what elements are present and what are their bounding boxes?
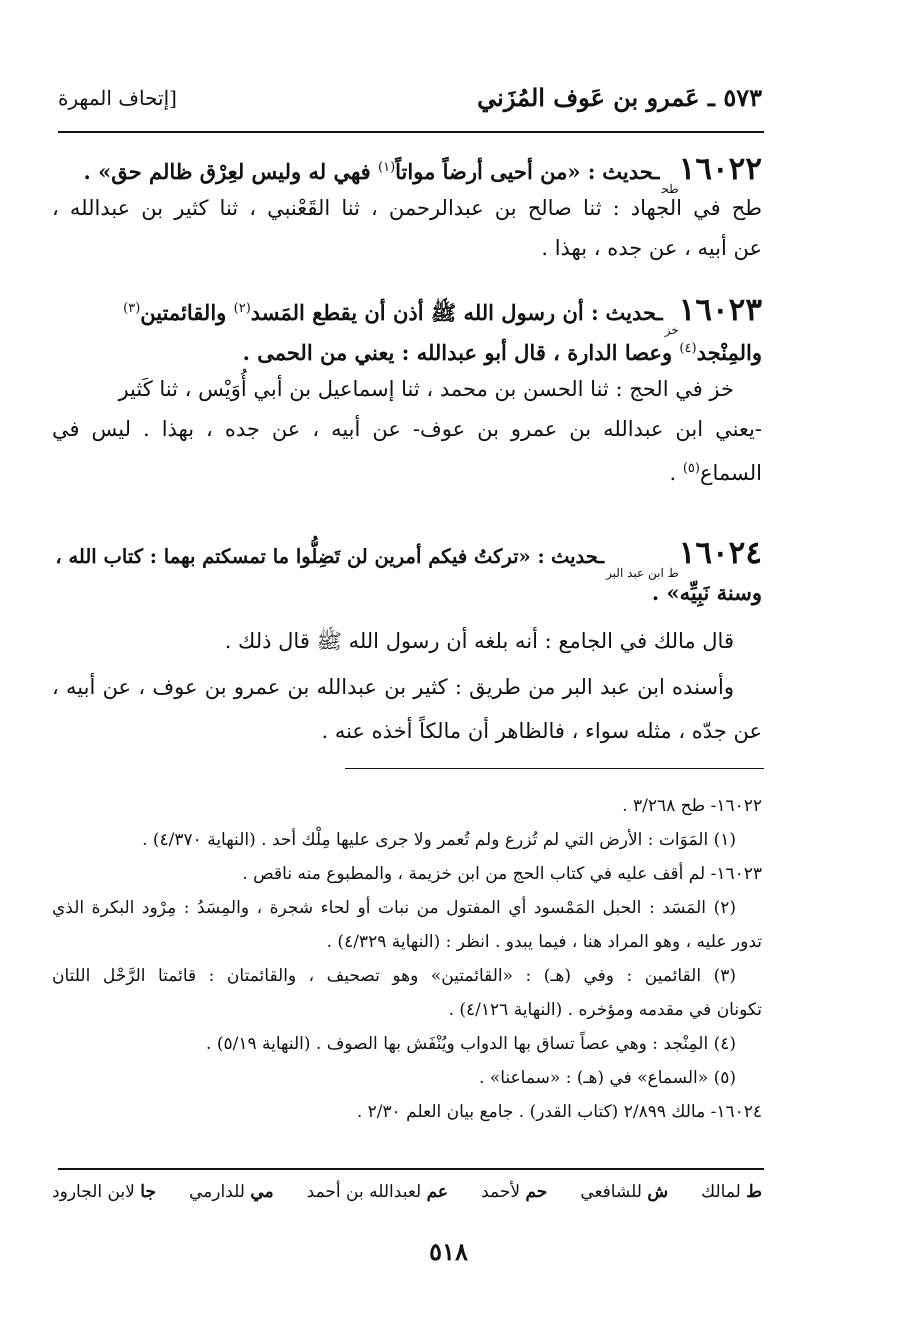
abbreviation-item: حم لأحمد	[481, 1182, 548, 1202]
source-tag: ط ابن عبد البر	[606, 566, 679, 580]
footnote-line: تدور عليه ، وهو المراد هنا ، فيما يبدو . انظر : (النهاية ٤/٣٢٩) .	[326, 932, 762, 952]
footnotes	[52, 789, 762, 1129]
hadith-16024-line-1	[52, 533, 762, 580]
hadith-text: : أن رسول الله ﷺ أذن أن يقطع المَسد	[250, 300, 599, 325]
abbreviation-item: جا لابن الجارود	[52, 1182, 156, 1202]
hadith-16024-line-2: وسنة نَبِيِّه» .	[651, 580, 762, 605]
hadith-text: : «من أحيى أرضاً مواتاً	[395, 159, 596, 184]
hadith-16024	[52, 533, 762, 751]
footnote-line: (٥) «السماع» في (هـ) : «سماعنا» .	[478, 1068, 736, 1088]
hadith-16024-line-3: قال مالك في الجامع : أنه بلغه أن رسول الله ﷺ قال ذلك .	[224, 629, 734, 653]
abbreviation-item: ط لمالك	[701, 1182, 762, 1202]
footnote-ref: (٤)	[679, 341, 697, 356]
hadith-16023-line-1	[52, 289, 762, 337]
page-number: ٥١٨	[429, 1237, 468, 1266]
footnote-rule	[345, 768, 764, 769]
footnote-ref: (٥)	[682, 461, 700, 476]
footnote-line: ١٦٠٢٣- لم أقف عليه في كتاب الحج من ابن خزيمة ، والمطبوع منه ناقص .	[242, 864, 762, 884]
chapter-heading: ٥٧٣ ـ عَمرو بن عَوف المُزَني	[477, 83, 762, 112]
footnote-line: (١) المَوَات : الأرض التي لم تُزرع ولم تُعمر ولا جرى عليها مِلْك أحد . (النهاية ٤/٣٧٠) .	[142, 830, 736, 850]
source-tag: خز	[664, 323, 679, 337]
abbreviation-key	[52, 1182, 762, 1202]
source-tag: طح	[661, 182, 679, 196]
hadith-16022-line-3: عن أبيه ، عن جده ، بهذا .	[541, 236, 762, 260]
hadith-number: ١٦٠٢٤	[678, 535, 762, 571]
footnote-line: (٤) المِنْجد : وهي عصاً تساق بها الدواب ويُنْفَش بها الصوف . (النهاية ٥/١٩) .	[206, 1034, 736, 1054]
hadith-number: ١٦٠٢٣	[678, 292, 762, 328]
hadith-16023-line-3: خز في الحج : ثنا الحسن بن محمد ، ثنا إسماعيل بن أبي أُوَيْس ، ثنا كَثير	[118, 377, 734, 401]
hadith-16023-line-2	[52, 329, 762, 369]
hadith-16024-line-5: عن جدّه ، مثله سواء ، فالظاهر أن مالكاً أخذه عنه .	[321, 719, 762, 743]
hadith-16022-line-1	[52, 148, 762, 196]
footnote-line: (٢) المَسَد : الحبل المَمْسود أي المفتول من نبات أو لحاء شجرة ، والمِسَدُ : مِرْود البكرة الذي	[52, 898, 736, 918]
abbreviation-rule	[58, 1168, 764, 1170]
hadith-text: .	[669, 461, 683, 485]
hadith-text: وعصا الدارة ، قال أبو عبدالله : يعني من الحمى .	[242, 340, 680, 365]
hadith-16023	[52, 289, 762, 489]
abbreviation-item: ش للشافعي	[580, 1182, 669, 1202]
footnote-line: تكونان في مقدمه ومؤخره . (النهاية ٤/١٢٦) .	[448, 1000, 762, 1020]
hadith-16023-line-4: -يعني ابن عبدالله بن عمرو بن عوف- عن أبيه ، عن جده ، بهذا . ليس في	[52, 417, 762, 441]
hadith-text: فهي له وليس لعِرْق ظالم حق» .	[83, 159, 378, 184]
hadith-16024-line-4: وأسنده ابن عبد البر من طريق : كثير بن عبدالله بن عمرو بن عوف ، عن أبيه ،	[52, 675, 734, 699]
hadith-text: السماع	[699, 461, 762, 485]
footnote-line: ١٦٠٢٤- مالك ٢/٨٩٩ (كتاب القدر) . جامع بيان العلم ٢/٣٠ .	[356, 1102, 762, 1122]
hadith-16023-line-5	[52, 449, 762, 489]
hadith-text: والمِنْجد	[696, 340, 762, 365]
abbreviation-item: مي للدارمي	[189, 1182, 274, 1202]
footnote-ref: (١)	[378, 160, 396, 175]
hadith-16022	[52, 148, 762, 268]
hadith-label: ـحديث	[550, 545, 605, 568]
abbreviation-item: عم لعبدالله بن أحمد	[306, 1182, 449, 1202]
footnote-line: ١٦٠٢٢- طح ٣/٢٦٨ .	[622, 796, 762, 816]
hadith-text: : «تركتُ فيكم أمرين لن تَضِلُّوا ما تمسكتم بهما : كتاب الله ،	[55, 545, 545, 568]
hadith-text: والقائمتين	[140, 300, 234, 325]
footnote-ref: (٣)	[123, 301, 141, 316]
hadith-number: ١٦٠٢٢	[678, 151, 762, 187]
hadith-label: ـحديث	[605, 300, 663, 325]
book-title: [إتحاف المهرة	[58, 86, 177, 110]
hadith-label: ـحديث	[602, 159, 660, 184]
header-rule	[58, 131, 764, 133]
footnote-line: (٣) القائمين : وفي (هـ) : «القائمتين» وهو تصحيف ، والقائمتان : قائمتا الرَّحْل اللتان	[52, 966, 736, 986]
footnote-ref: (٢)	[233, 301, 251, 316]
hadith-16022-line-2: طح في الجهاد : ثنا صالح بن عبدالرحمن ، ثنا القَعْنبي ، ثنا كثير بن عبدالله ،	[52, 196, 762, 220]
